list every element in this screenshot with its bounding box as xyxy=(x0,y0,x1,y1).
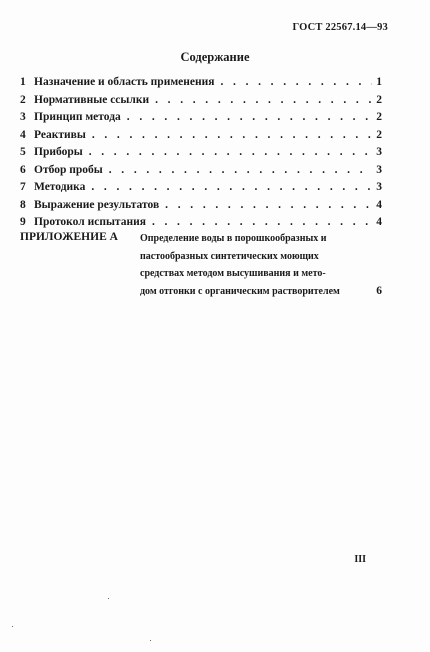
toc-entry-title: Методика xyxy=(34,181,86,193)
toc-entry xyxy=(20,146,382,164)
appendix-title xyxy=(140,231,382,301)
toc-entry-page: 3 xyxy=(376,163,382,176)
toc-entry-page: 3 xyxy=(376,181,382,193)
document-code: ГОСТ 22567.14—93 xyxy=(292,22,388,33)
toc-entry-page: 2 xyxy=(376,111,382,123)
toc-entry xyxy=(20,181,382,199)
toc-entry-title: Реактивы xyxy=(34,128,86,141)
toc-entry-number: 1 xyxy=(20,76,26,88)
toc-entry-number: 5 xyxy=(20,146,26,158)
appendix-title-line xyxy=(140,284,382,302)
dot-leader xyxy=(91,181,372,193)
toc-entry-title: Отбор пробы xyxy=(34,163,103,176)
toc-list xyxy=(20,76,382,234)
dot-leader xyxy=(152,216,372,228)
appendix-title-line: Определение воды в порошкообразных и xyxy=(140,233,327,244)
dot-leader xyxy=(109,164,372,176)
toc-entry-number: 4 xyxy=(20,128,26,141)
scan-speck xyxy=(150,640,151,641)
toc-entry-number: 6 xyxy=(20,163,26,176)
toc-entry-page: 2 xyxy=(376,93,382,106)
toc-entry xyxy=(20,164,382,182)
toc-entry xyxy=(20,111,382,129)
toc-entry-page: 4 xyxy=(376,198,382,211)
toc-entry-page: 4 xyxy=(376,216,382,228)
appendix-title-text: дом отгонки с органическим растворителем xyxy=(140,285,340,297)
dot-leader xyxy=(155,94,372,106)
toc-entry xyxy=(20,129,382,147)
toc-entry-number: 7 xyxy=(20,181,26,193)
toc-entry-page: 1 xyxy=(376,76,382,88)
toc-entry-title: Протокол испытания xyxy=(34,216,146,228)
toc-entry-title: Приборы xyxy=(34,146,83,158)
toc-entry-number: 8 xyxy=(20,198,26,211)
appendix-page: 6 xyxy=(376,284,382,297)
appendix-label: ПРИЛОЖЕНИЕ А xyxy=(20,231,118,243)
toc-entry-title: Принцип метода xyxy=(34,111,121,123)
toc-entry-title: Нормативные ссылки xyxy=(34,93,150,106)
toc-entry-number: 2 xyxy=(20,93,26,106)
toc-entry-page: 3 xyxy=(376,146,382,158)
toc-entry xyxy=(20,94,382,112)
dot-leader xyxy=(89,146,372,158)
appendix-title-line: средствах методом высушивания и мето- xyxy=(140,268,326,279)
appendix-title-line: пастообразных синтетических моющих xyxy=(140,250,319,262)
dot-leader xyxy=(92,129,372,141)
toc-entry-number: 3 xyxy=(20,111,26,123)
toc-entry xyxy=(20,199,382,217)
toc-entry xyxy=(20,76,382,94)
toc-entry-number: 9 xyxy=(20,216,26,228)
dot-leader xyxy=(220,76,372,88)
dot-leader xyxy=(127,111,372,123)
toc-entry-title: Выражение результатов xyxy=(34,198,160,211)
toc-entry-title: Назначение и область применения xyxy=(34,76,215,88)
page-number: III xyxy=(354,554,366,565)
scan-speck xyxy=(12,626,13,627)
dot-leader xyxy=(165,199,372,211)
scan-speck xyxy=(108,598,109,599)
toc-entry-page: 2 xyxy=(376,128,382,141)
toc-title: Содержание xyxy=(180,50,250,64)
